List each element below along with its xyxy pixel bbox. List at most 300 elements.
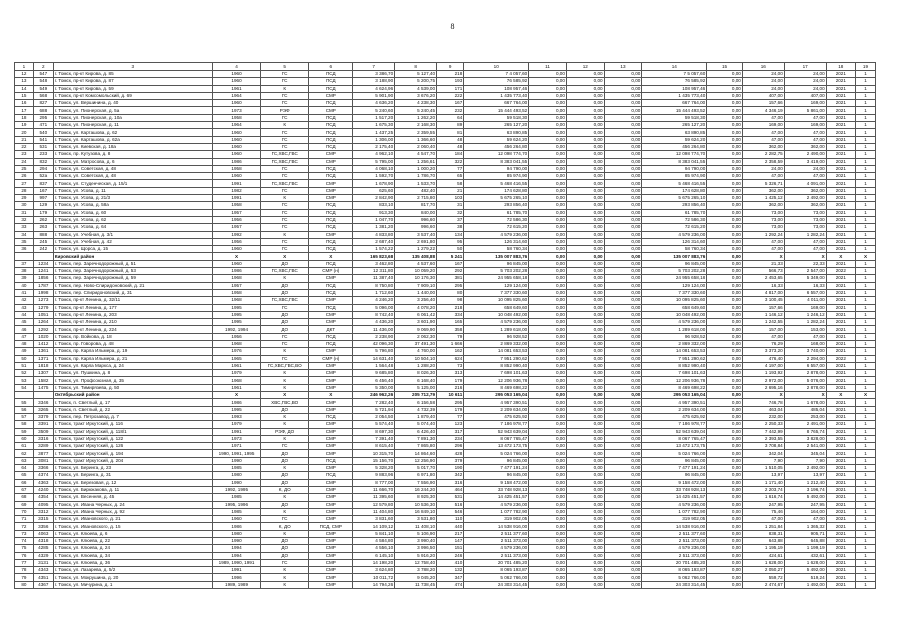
- table-cell: 1: [855, 530, 875, 537]
- table-cell: 2 294,00: [784, 355, 826, 362]
- table-cell: СМР: [309, 311, 353, 318]
- table-cell: 0,00: [566, 392, 604, 399]
- table-cell: ПСД: [309, 289, 353, 296]
- table-cell: 5 468 416,55: [642, 180, 707, 187]
- table-cell: 5 574,40: [353, 421, 395, 428]
- table-cell: 0,00: [566, 246, 604, 253]
- table-cell: СМР: [309, 465, 353, 472]
- table-cell: 47,00: [742, 173, 784, 180]
- table-cell: 0,00: [604, 92, 642, 99]
- table-cell: 1 616,74: [742, 494, 784, 501]
- table-cell: г. Томск, ул. Усова, д. 64: [53, 224, 212, 231]
- table-cell: [33, 253, 53, 260]
- table-cell: СМР: [309, 508, 353, 515]
- table-cell: 2 541,00: [784, 443, 826, 450]
- table-cell: 0,00: [566, 421, 604, 428]
- table-row: [15, 559, 876, 566]
- table-cell: 1995: [212, 311, 260, 318]
- table-cell: 3391: [33, 421, 53, 428]
- table-cell: 4367: [33, 581, 53, 588]
- table-cell: 59 518,30: [642, 114, 707, 121]
- table-cell: 3 676,20: [395, 92, 437, 99]
- table-cell: 14 109,12: [353, 523, 395, 530]
- table-cell: 2021: [826, 311, 855, 318]
- table-cell: 14 864,60: [395, 450, 437, 457]
- table-cell: 2021: [826, 289, 855, 296]
- table-cell: 27: [15, 180, 34, 187]
- table-cell: 5 074,40: [395, 421, 437, 428]
- table-cell: 3312: [33, 508, 53, 515]
- table-row: [15, 216, 876, 223]
- column-header: 11: [529, 63, 567, 71]
- table-cell: 1: [855, 443, 875, 450]
- column-header: 18: [826, 63, 855, 71]
- table-cell: 14 794,26: [353, 581, 395, 588]
- table-cell: ГС: [261, 173, 309, 180]
- table-cell: 1: [855, 180, 875, 187]
- table-cell: 37 491,30: [395, 340, 437, 347]
- table-cell: 69: [15, 501, 34, 508]
- table-cell: 43: [15, 304, 34, 311]
- table-cell: 7 865,80: [395, 443, 437, 450]
- table-cell: 7 377 330,60: [642, 289, 707, 296]
- table-cell: 11 387,40: [353, 275, 395, 282]
- table-cell: 0,00: [566, 71, 604, 78]
- table-cell: 2 282,75: [742, 151, 784, 158]
- table-cell: 1: [855, 151, 875, 158]
- table-cell: 0,00: [707, 187, 743, 194]
- table-cell: 5 795,00: [353, 158, 395, 165]
- table-cell: 2021: [826, 413, 855, 420]
- table-cell: 1292: [33, 326, 53, 333]
- table-cell: ДО: [261, 538, 309, 545]
- table-cell: 0,00: [566, 180, 604, 187]
- table-cell: 4363: [33, 479, 53, 486]
- table-cell: ГС,ХВС,ГВС: [261, 158, 309, 165]
- table-cell: 5 468 416,55: [464, 180, 529, 187]
- table-cell: 45: [15, 319, 34, 326]
- table-cell: 546: [437, 508, 464, 515]
- table-cell: 0,00: [604, 216, 642, 223]
- table-cell: 4 537,60: [395, 260, 437, 267]
- table-cell: 1960: [212, 516, 260, 523]
- table-cell: 0,00: [604, 552, 642, 559]
- table-cell: К: [261, 567, 309, 574]
- table-cell: 12 579,80: [353, 501, 395, 508]
- table-cell: 157,00: [742, 326, 784, 333]
- table-cell: 0,00: [566, 114, 604, 121]
- table-row: [15, 516, 876, 523]
- table-cell: г. Томск, пер. Спиридоновский, д. 31: [53, 289, 212, 296]
- table-cell: 1971: [212, 443, 260, 450]
- table-cell: 0,00: [566, 231, 604, 238]
- table-cell: 3315: [33, 516, 53, 523]
- table-cell: 64: [437, 114, 464, 121]
- table-cell: 0,00: [529, 472, 567, 479]
- table-cell: 96 845,00: [642, 472, 707, 479]
- table-cell: 3 740,00: [784, 348, 826, 355]
- table-cell: 47,00: [742, 129, 784, 136]
- table-row: [15, 406, 876, 413]
- table-cell: ПСД, СМР: [309, 523, 353, 530]
- table-cell: 1 425,12: [742, 195, 784, 202]
- table-cell: 1986: [212, 399, 260, 406]
- table-cell: СМР: [309, 406, 353, 413]
- table-cell: 169,00: [784, 304, 826, 311]
- table-cell: 2021: [826, 282, 855, 289]
- table-cell: 407,00: [742, 92, 784, 99]
- table-cell: 14 631,40: [353, 355, 395, 362]
- table-cell: 2021: [826, 107, 855, 114]
- table-cell: 2021: [826, 195, 855, 202]
- table-row: [15, 450, 876, 457]
- table-cell: 0,00: [707, 311, 743, 318]
- table-cell: 0,00: [566, 195, 604, 202]
- table-cell: 0,00: [529, 340, 567, 347]
- table-cell: К: [261, 370, 309, 377]
- table-cell: ПСД: [309, 340, 353, 347]
- table-cell: 1 077 782,90: [642, 508, 707, 515]
- table-cell: 2021: [826, 216, 855, 223]
- table-cell: 126 314,60: [464, 238, 529, 245]
- table-cell: 2021: [826, 143, 855, 150]
- table-cell: 6 168,40: [395, 377, 437, 384]
- table-cell: 1: [855, 399, 875, 406]
- table-cell: 2021: [826, 129, 855, 136]
- table-cell: 179: [33, 209, 53, 216]
- table-cell: 1 712,60: [353, 289, 395, 296]
- table-cell: 3 537,40: [395, 231, 437, 238]
- table-cell: 2 358,59: [742, 158, 784, 165]
- table-cell: 0,00: [707, 362, 743, 369]
- table-cell: 2021: [826, 486, 855, 493]
- table-cell: 1: [855, 523, 875, 530]
- table-row: [15, 85, 876, 92]
- table-cell: 4 246,20: [353, 297, 395, 304]
- table-cell: 8 026,30: [395, 370, 437, 377]
- table-cell: 47,00: [784, 238, 826, 245]
- table-cell: 0,00: [566, 78, 604, 85]
- table-cell: X: [261, 253, 309, 260]
- table-cell: 72 586,30: [642, 216, 707, 223]
- table-cell: 5 349,00: [784, 275, 826, 282]
- column-header: 7: [353, 63, 395, 71]
- table-cell: 7 5 057,60: [642, 71, 707, 78]
- table-cell: 174 628,80: [464, 187, 529, 194]
- table-cell: г. Томск, ул. Пионерская, д. 10а: [53, 114, 212, 121]
- table-cell: 362,00: [784, 202, 826, 209]
- table-cell: 0,00: [604, 355, 642, 362]
- table-cell: 1582: [33, 377, 53, 384]
- table-row: [15, 552, 876, 559]
- table-cell: 58: [15, 421, 34, 428]
- table-cell: 0,00: [529, 559, 567, 566]
- table-cell: 0,00: [707, 231, 743, 238]
- table-cell: СМР: [309, 187, 353, 194]
- table-row: [15, 114, 876, 121]
- table-cell: 2021: [826, 85, 855, 92]
- table-cell: г. Томск, ул. Киевская, д. 18а: [53, 143, 212, 150]
- table-cell: 0,00: [566, 333, 604, 340]
- table-cell: 4 624,96: [353, 85, 395, 92]
- table-cell: 5 125,00: [395, 384, 437, 391]
- table-cell: 2021: [826, 71, 855, 78]
- table-cell: 1: [855, 333, 875, 340]
- table-cell: 3877: [33, 450, 53, 457]
- table-cell: 134: [437, 231, 464, 238]
- table-cell: 379: [437, 457, 464, 464]
- table-cell: 2 687,40: [353, 238, 395, 245]
- table-cell: 1957: [212, 224, 260, 231]
- table-cell: г. Томск, ул. Лазарева, д. 5/2: [53, 567, 212, 574]
- table-cell: 4 579 236,00: [642, 319, 707, 326]
- table-cell: 4 579 236,00: [464, 319, 529, 326]
- table-cell: 0,00: [707, 319, 743, 326]
- table-cell: 39: [15, 275, 34, 282]
- table-cell: ПСД: [309, 246, 353, 253]
- table-cell: ПСД: [309, 472, 353, 479]
- table-cell: 73: [437, 362, 464, 369]
- table-cell: 0,00: [604, 428, 642, 435]
- table-cell: 362,00: [784, 143, 826, 150]
- table-cell: 0,00: [707, 581, 743, 588]
- table-cell: 0,00: [604, 348, 642, 355]
- table-cell: 7 377 330,60: [464, 289, 529, 296]
- table-cell: 0,00: [529, 187, 567, 194]
- table-cell: 0,00: [604, 129, 642, 136]
- table-cell: 8 777,00: [353, 479, 395, 486]
- table-cell: 1 628,00: [784, 559, 826, 566]
- column-header: 3: [53, 63, 212, 71]
- table-cell: 2021: [826, 523, 855, 530]
- table-cell: 1 564,48: [353, 362, 395, 369]
- table-cell: 9 158 472,00: [464, 479, 529, 486]
- table-cell: 0,00: [566, 304, 604, 311]
- table-cell: К, ДО: [261, 523, 309, 530]
- table-cell: 2021: [826, 304, 855, 311]
- table-cell: 2021: [826, 574, 855, 581]
- table-cell: г. Томск, пер. Петрозавод, д. 7: [53, 413, 212, 420]
- table-cell: 50: [437, 246, 464, 253]
- table-cell: 5 326,71: [742, 180, 784, 187]
- table-cell: 47,00: [784, 114, 826, 121]
- table-cell: 1: [855, 355, 875, 362]
- table-row: [15, 180, 876, 187]
- column-header: 1: [15, 63, 34, 71]
- table-cell: ГС: [261, 100, 309, 107]
- table-cell: 0,00: [707, 151, 743, 158]
- table-cell: 47,00: [742, 246, 784, 253]
- table-cell: СМР: [309, 370, 353, 377]
- table-cell: 47,00: [784, 333, 826, 340]
- table-cell: 71: [15, 516, 34, 523]
- table-row: [15, 538, 876, 545]
- column-header: 13: [604, 63, 642, 71]
- table-cell: ПСД: [309, 238, 353, 245]
- table-cell: г. Томск, ул. Беринга, д. 23: [53, 465, 212, 472]
- table-cell: 1 306,00: [353, 136, 395, 143]
- table-cell: 2021: [826, 494, 855, 501]
- table-cell: 47,00: [742, 333, 784, 340]
- table-cell: 0,00: [604, 333, 642, 340]
- table-cell: г. Томск, тракт Иркутский, д. 116: [53, 421, 212, 428]
- table-cell: 76 585,92: [464, 78, 529, 85]
- table-cell: 0,00: [529, 435, 567, 442]
- table-cell: ГС: [261, 340, 309, 347]
- table-cell: 41: [15, 289, 34, 296]
- table-cell: 49: [15, 348, 34, 355]
- table-cell: г. Томск, ул. Беринга, д. 31: [53, 472, 212, 479]
- table-cell: 35: [15, 238, 34, 245]
- table-cell: 10 536,30: [395, 501, 437, 508]
- table-cell: 0,00: [529, 370, 567, 377]
- table-cell: 1956: [212, 333, 260, 340]
- table-cell: 471: [33, 122, 53, 129]
- table-cell: 2 209 634,00: [642, 406, 707, 413]
- table-cell: 24 303 314,45: [642, 581, 707, 588]
- table-row: [15, 107, 876, 114]
- table-cell: 2021: [826, 501, 855, 508]
- table-cell: 2 168,30: [395, 122, 437, 129]
- table-cell: 0,00: [566, 574, 604, 581]
- table-cell: 64: [15, 465, 34, 472]
- table-cell: 2021: [826, 508, 855, 515]
- table-cell: г. Томск, тракт Иркутский, д. 204: [53, 457, 212, 464]
- table-cell: 1: [855, 428, 875, 435]
- table-cell: 0,00: [529, 107, 567, 114]
- table-cell: 5 916,20: [395, 552, 437, 559]
- table-cell: 10 315,70: [353, 450, 395, 457]
- table-cell: г. Томск, ул. Советская, д. 48: [53, 165, 212, 172]
- table-cell: 108 957,46: [464, 85, 529, 92]
- table-cell: ГС,ХВС,ГВС: [261, 297, 309, 304]
- table-cell: 265 127,20: [642, 122, 707, 129]
- table-cell: г. Томск, тракт Иркутский, д. 126: [53, 443, 212, 450]
- table-cell: 1965: [212, 355, 260, 362]
- table-cell: 1961: [212, 384, 260, 391]
- table-cell: СМР: [309, 158, 353, 165]
- table-cell: г. Томск, ул. Карташова, д. 62а: [53, 136, 212, 143]
- table-cell: 4329: [33, 552, 53, 559]
- table-row: [15, 508, 876, 515]
- table-cell: 96 845,00: [642, 260, 707, 267]
- table-cell: 0,00: [529, 202, 567, 209]
- table-cell: ПСД: [309, 173, 353, 180]
- table-cell: 8 742,40: [353, 311, 395, 318]
- table-cell: 1: [855, 581, 875, 588]
- table-cell: 1: [855, 297, 875, 304]
- table-cell: ПСД: [309, 143, 353, 150]
- table-cell: 0,00: [604, 326, 642, 333]
- table-cell: 3509: [33, 428, 53, 435]
- table-cell: 12 311,80: [353, 268, 395, 275]
- table-cell: 0,00: [529, 122, 567, 129]
- table-cell: 688: [33, 107, 53, 114]
- table-cell: 345,04: [784, 450, 826, 457]
- table-cell: 2021: [826, 435, 855, 442]
- table-row: [15, 501, 876, 508]
- table-cell: 14 425 451,57: [464, 494, 529, 501]
- table-cell: X: [826, 392, 855, 399]
- table-cell: 4 579 236,00: [464, 501, 529, 508]
- table-cell: 1957: [212, 282, 260, 289]
- table-cell: 4 011,00: [784, 297, 826, 304]
- table-cell: 2021: [826, 78, 855, 85]
- table-cell: 2 511 373,00: [464, 538, 529, 545]
- table-cell: К: [261, 275, 309, 282]
- table-cell: 0,00: [529, 399, 567, 406]
- table-cell: СМР: [309, 501, 353, 508]
- table-cell: г. Томск, пр. Войкова, д. 18: [53, 333, 212, 340]
- table-cell: 15 444 493,52: [464, 107, 529, 114]
- table-cell: 0,00: [529, 392, 567, 399]
- table-row: [15, 377, 876, 384]
- table-cell: 253,00: [784, 413, 826, 420]
- table-cell: 72 586,30: [464, 216, 529, 223]
- table-cell: г. Томск, пер. Ново-Спиридоновский, д. 21: [53, 282, 212, 289]
- table-cell: 76 585,92: [642, 78, 707, 85]
- table-cell: 24 955 658,18: [464, 275, 529, 282]
- table-cell: 888: [33, 231, 53, 238]
- table-cell: 1: [855, 143, 875, 150]
- table-cell: 0,00: [529, 268, 567, 275]
- table-cell: ПСД: [309, 209, 353, 216]
- table-cell: г. Томск, пр-кт Комсомольский, д. 69: [53, 92, 212, 99]
- table-cell: 1 437,25: [353, 129, 395, 136]
- table-cell: 7 891,30: [395, 435, 437, 442]
- table-cell: 96 845,00: [464, 260, 529, 267]
- table-cell: 1958: [212, 114, 260, 121]
- table-cell: 0,00: [707, 173, 743, 180]
- table-cell: 14 425 451,57: [642, 494, 707, 501]
- table-cell: 0,00: [604, 319, 642, 326]
- table-cell: 0,00: [529, 523, 567, 530]
- table-cell: 1: [855, 567, 875, 574]
- table-row: [15, 268, 876, 275]
- table-cell: 12: [15, 71, 34, 78]
- table-cell: 0,00: [707, 246, 743, 253]
- table-cell: 1: [855, 450, 875, 457]
- table-cell: 0,00: [566, 100, 604, 107]
- table-cell: 1 193,92: [742, 370, 784, 377]
- table-cell: г. Томск, ул. Усова, д. 21/3: [53, 195, 212, 202]
- table-cell: 3131: [33, 559, 53, 566]
- table-cell: г. Томск, пр. Карла Ильмера, д. 21: [53, 355, 212, 362]
- table-cell: 456 264,80: [642, 143, 707, 150]
- table-cell: 0,00: [529, 158, 567, 165]
- table-cell: 3 601,90: [395, 319, 437, 326]
- table-cell: 0,00: [529, 173, 567, 180]
- table-cell: 0,00: [529, 450, 567, 457]
- table-cell: 5 240,45: [395, 107, 437, 114]
- table-cell: 0,00: [604, 275, 642, 282]
- table-cell: 840,00: [395, 209, 437, 216]
- table-cell: 0,00: [529, 224, 567, 231]
- table-cell: 0,00: [707, 530, 743, 537]
- table-cell: 2 250,33: [742, 421, 784, 428]
- table-cell: 0,00: [707, 260, 743, 267]
- table-cell: 1475: [33, 384, 53, 391]
- table-cell: 2 238,90: [353, 333, 395, 340]
- table-cell: 5 017,70: [395, 465, 437, 472]
- table-cell: 1: [855, 508, 875, 515]
- table-cell: 0,00: [529, 129, 567, 136]
- table-cell: 0,00: [604, 143, 642, 150]
- table-header-row: [15, 63, 876, 71]
- table-cell: 3 788,20: [395, 567, 437, 574]
- table-cell: 0,00: [566, 165, 604, 172]
- table-cell: 98: [437, 297, 464, 304]
